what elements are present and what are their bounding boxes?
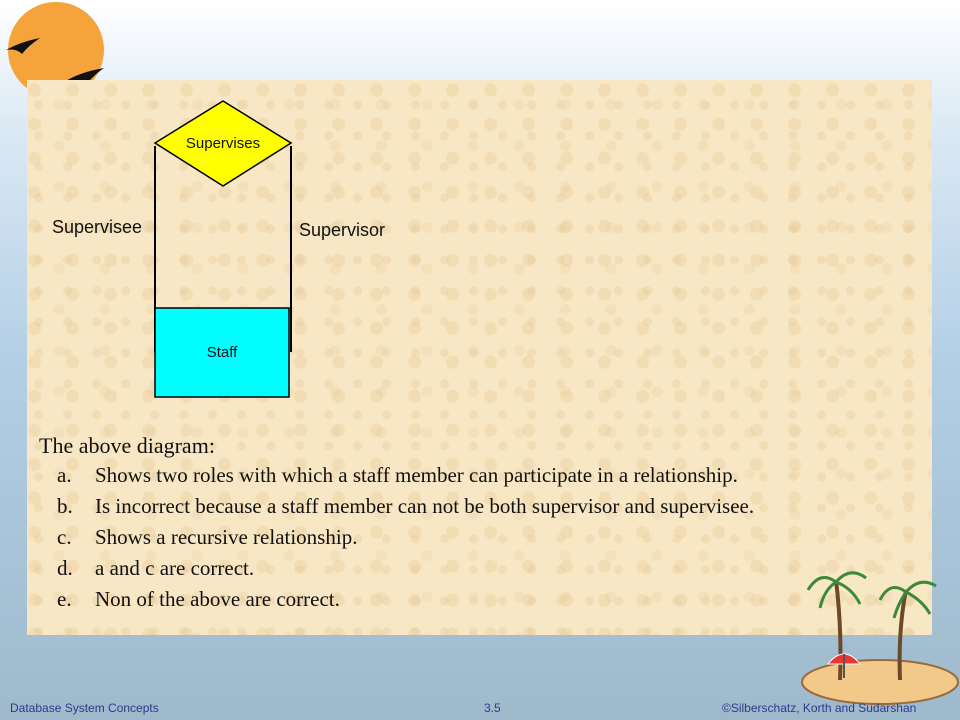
footer-copyright: ©Silberschatz, Korth and Sudarshan xyxy=(722,701,917,715)
option-text: Shows a recursive relationship. xyxy=(95,525,358,549)
role-supervisee: Supervisee xyxy=(52,217,143,237)
option-c[interactable] xyxy=(39,522,924,553)
option-letter: c. xyxy=(57,525,72,549)
entity-label: Staff xyxy=(206,344,238,361)
slide-panel xyxy=(27,80,932,635)
er-diagram xyxy=(27,80,447,410)
option-a[interactable] xyxy=(39,460,924,491)
role-supervisor: Supervisor xyxy=(299,220,386,240)
option-letter: b. xyxy=(57,494,73,518)
option-text: Non of the above are correct. xyxy=(95,587,340,611)
option-letter: d. xyxy=(57,556,73,580)
footer-course: Database System Concepts xyxy=(10,701,159,715)
option-letter: a. xyxy=(57,463,72,487)
option-text: Shows two roles with which a staff member can participate in a relationship. xyxy=(95,463,738,487)
island-palm-icon xyxy=(780,560,960,710)
option-text: Is incorrect because a staff member can not be both supervisor and supervisee. xyxy=(95,494,755,518)
relationship-label: Supervises xyxy=(185,135,261,152)
option-text: a and c are correct. xyxy=(95,556,255,580)
option-letter: e. xyxy=(57,587,72,611)
question-stem: The above diagram: xyxy=(39,433,215,458)
footer-page-number: 3.5 xyxy=(484,701,501,715)
option-b[interactable] xyxy=(39,491,924,522)
